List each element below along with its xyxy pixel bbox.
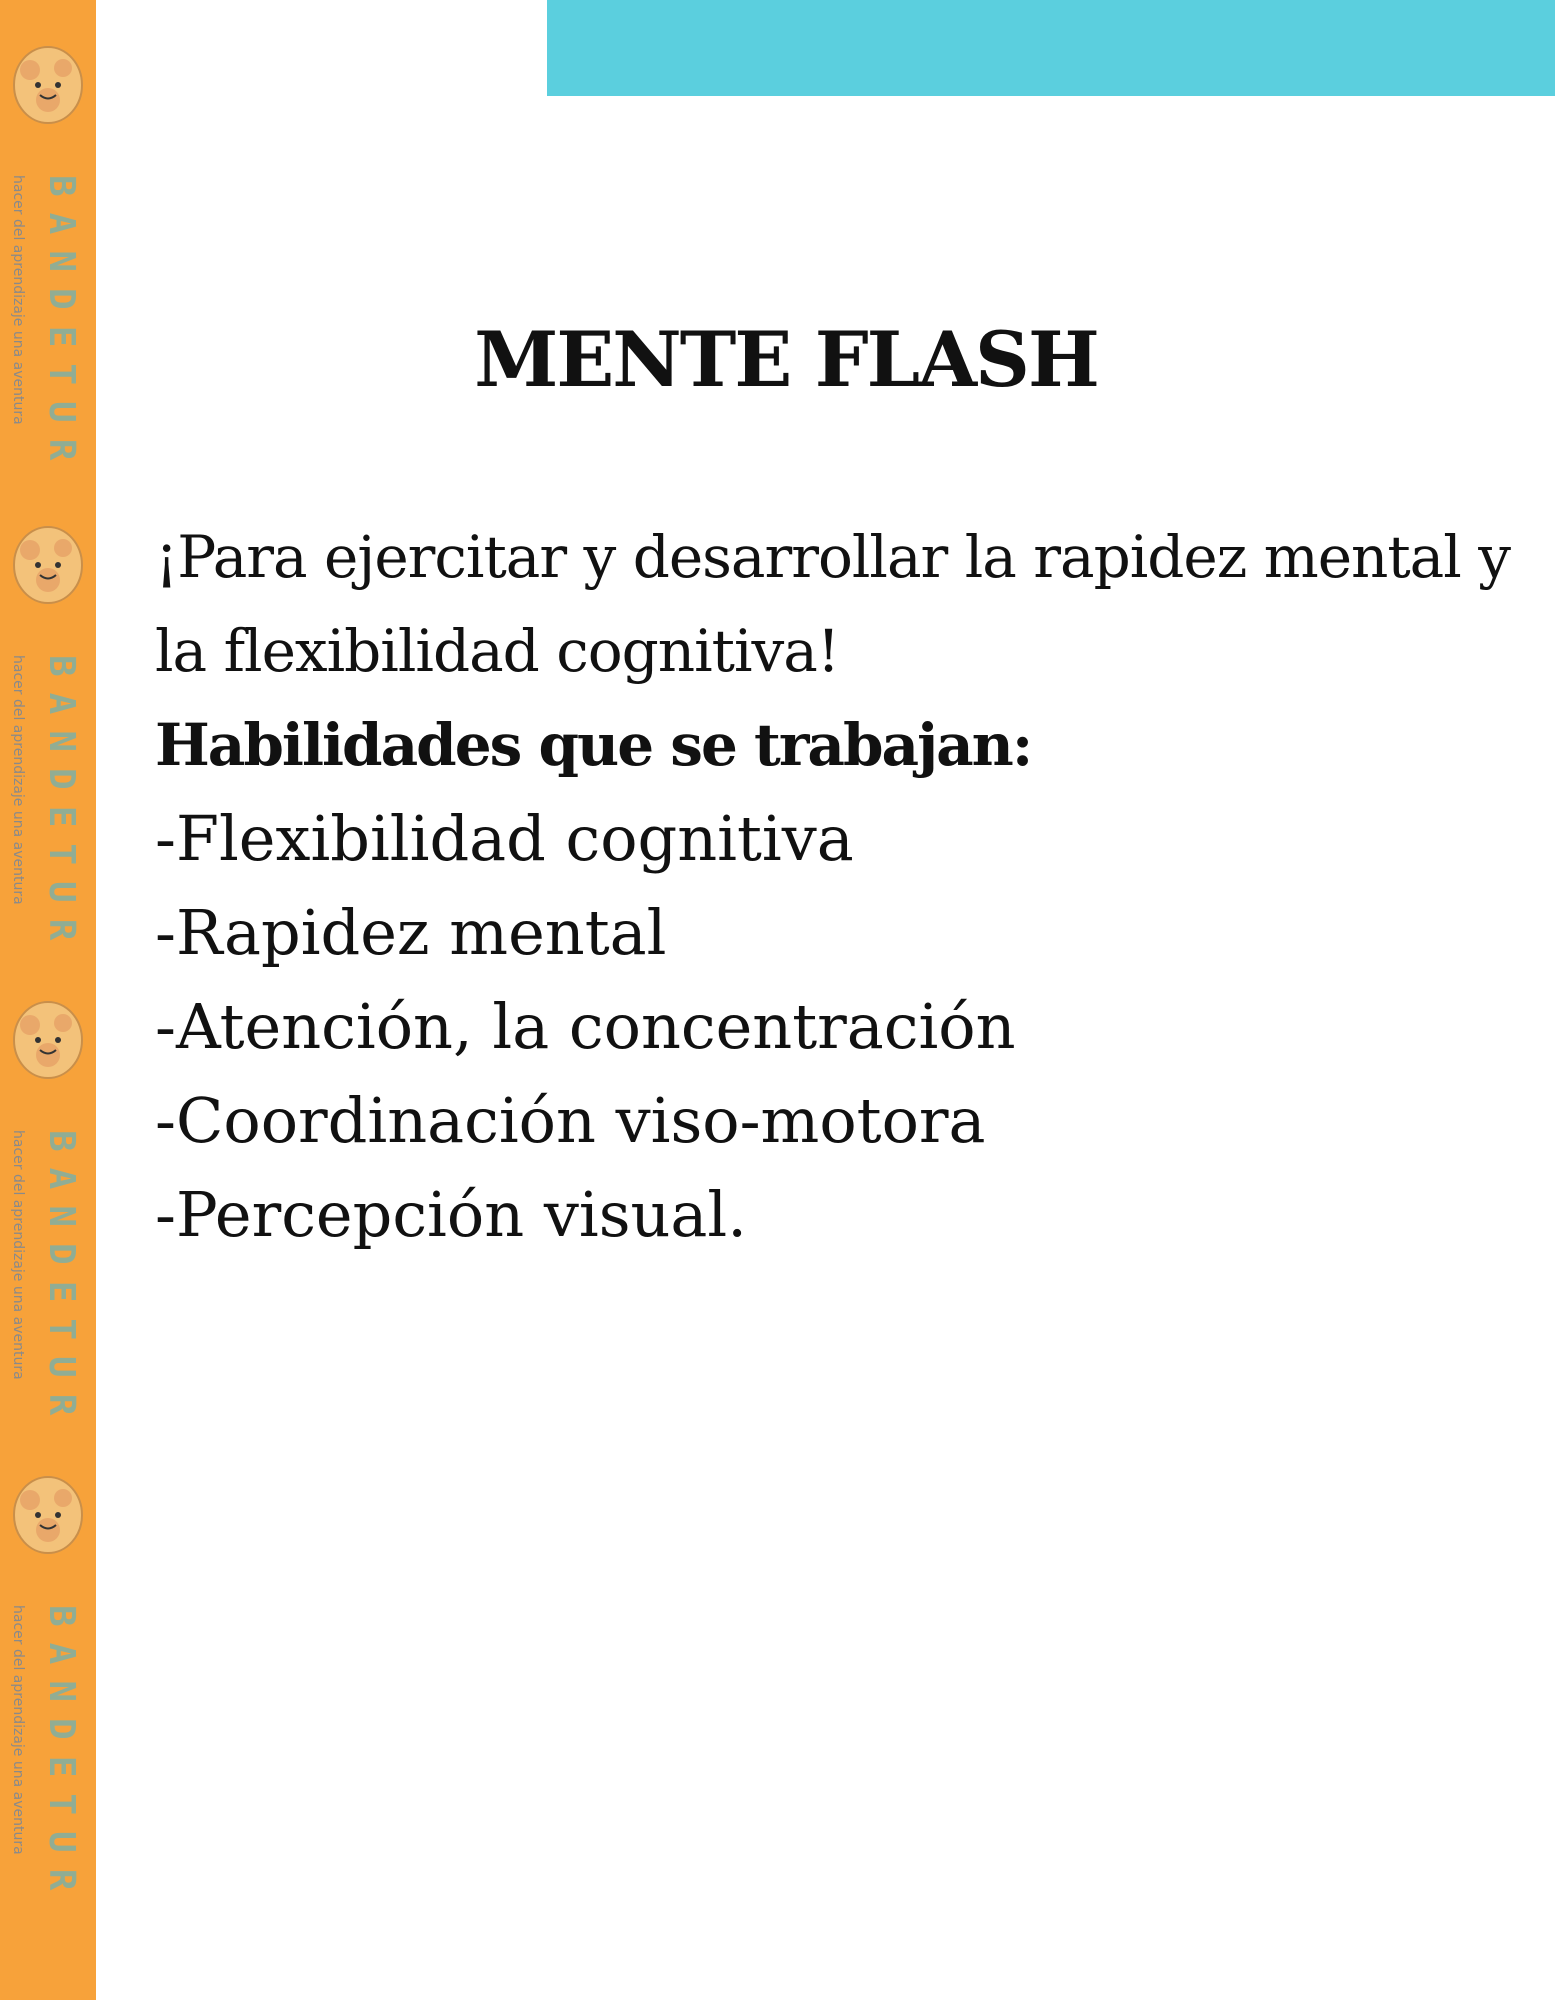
brand-name-text: BANDETUR xyxy=(41,1605,82,1907)
skills-heading: Habilidades que se trabajan: xyxy=(155,711,1032,779)
document-body xyxy=(155,510,1535,1262)
brain-mascot-icon xyxy=(8,1470,88,1560)
tagline-text: hacer del aprendizaje una aventura xyxy=(10,655,26,905)
left-decorative-strip xyxy=(0,0,96,2000)
skill-item: -Flexibilidad cognitiva xyxy=(155,802,854,875)
skill-item: -Atención, la concentración xyxy=(155,990,1016,1063)
tagline-text: hacer del aprendizaje una aventura xyxy=(10,1605,26,1855)
brand-block xyxy=(0,40,96,510)
intro-paragraph: ¡Para ejercitar y desarrollar la rapidez mental y la flexibilidad cognitiva! xyxy=(155,523,1511,685)
brain-mascot-icon xyxy=(8,995,88,1085)
skill-item: -Rapidez mental xyxy=(155,896,667,969)
brand-name-text: BANDETUR xyxy=(41,655,82,957)
top-accent-bar xyxy=(547,0,1555,96)
brand-block xyxy=(0,995,96,1465)
tagline-text: hacer del aprendizaje una aventura xyxy=(10,175,26,425)
brand-name-text: BANDETUR xyxy=(41,1130,82,1432)
brain-mascot-icon xyxy=(8,520,88,610)
page-title: MENTE FLASH xyxy=(474,315,1098,404)
brain-mascot-icon xyxy=(8,40,88,130)
skill-item: -Coordinación viso-motora xyxy=(155,1084,986,1157)
brand-block xyxy=(0,1470,96,1940)
tagline-text: hacer del aprendizaje una aventura xyxy=(10,1130,26,1380)
brand-block xyxy=(0,520,96,990)
skill-item: -Percepción visual. xyxy=(155,1178,747,1251)
brand-name-text: BANDETUR xyxy=(41,175,82,477)
